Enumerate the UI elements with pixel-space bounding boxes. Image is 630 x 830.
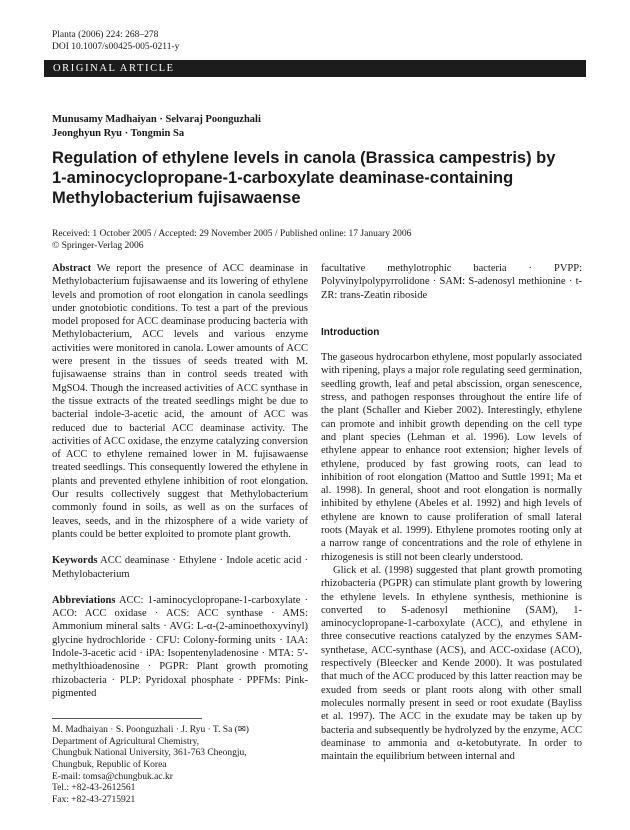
left-column [52,262,308,806]
introduction-paragraph-2: Glick et al. (1998) suggested that plant growth promoting rhizobacteria (PGPR) can stimulate plant growth by lowering the ethylene levels. In ethylene synthesis, methionine is converted to S-adenosyl methionine (SAM), 1-aminocyclopropane-1-carboxylate (ACC), and ethylene in three consecutive reactions catalyzed by the enzymes SAM-synthetase, ACC-synthase (ACS), and ACC-oxidase (ACO), respectively (Bleecker and Kende 2000). It was postulated that much of the ACC produced by this latter reaction may be exuded from seeds or plant roots along with other small molecules normally present in seed or root exudate (Bayliss et al. 1997). The ACC in the exudate may be taken up by bacteria and subsequently be hydrolyzed by the enzyme, ACC deaminase to ammonia and α-ketobutyrate. In order to maintain the equilibrium between internal and [321,564,582,763]
keywords-label: Keywords [52,555,98,567]
keywords [52,554,308,581]
affiliation-country: Chungbuk, Republic of Korea [52,759,167,770]
affiliation-fax: Fax: +82-43-2715921 [52,794,136,805]
article-title: Regulation of ethylene levels in canola (Brassica campestris) by 1-aminocyclopropane-1-carboxylate deaminase-containing Methylobacterium fujisawaense [52,149,556,207]
authors-line-1: Munusamy Madhaiyan · Selvaraj Poonguzhali [52,114,261,125]
dates-line: Received: 1 October 2005 / Accepted: 29 November 2005 / Published online: 17 January 2006 [52,229,412,239]
article-type-banner: ORIGINAL ARTICLE [44,60,586,77]
right-column [321,262,582,763]
author-list [52,113,261,141]
journal-citation: Planta (2006) 224: 268–278 [52,30,159,40]
affiliation-dept: Department of Agricultural Chemistry, [52,736,200,747]
introduction-paragraph-1: The gaseous hydrocarbon ethylene, most popularly associated with ripening, plays a major role regulating seed germination, seedling growth, leaf and petal abscission, organ senescence, stress, and pathogen responses throughout the entire life of the plant (Schaller and Kieber 2002). Interestingly, ethylene can promote and inhibit growth depending on the cell type and plant species (Lehman et al. 1996). Low levels of ethylene appear to enhance root extension; higher levels of ethylene, produced by fast growing roots, can lead to inhibition of root elongation (Mattoo and Suttle 1991; Ma et al. 1998). In general, shoot and root elongation is normally inhibited by ethylene (Abeles et al. 1992) and high levels of ethylene are known to cause proliferation of small lateral roots (Mayak et al. 1999). Ethylene promotes rooting only at a narrow range of concentrations and the role of ethylene in rhizogenesis is still not been clearly understood. [321,352,582,563]
abbreviations-label: Abbreviations [52,594,116,606]
abstract-text: We report the presence of ACC deaminase in Methylobacterium fujisawaense and its lowering of ethylene levels and promotion of root elongation in canola seedlings under gnotobiotic conditions. To test a part of the previous model proposed for ACC deaminase producing bacteria with Methylobacterium, ACC levels and various enzyme activities were monitored in canola. Lower amounts of ACC were present in the tissues of seeds treated with M. fujisawaense strains than in control seeds treated with MgSO4. Though the increased activities of ACC synthase in the tissue extracts of the treated seedlings might be due to bacterial indole-3-acetic acid, the amount of ACC was reduced due to bacterial ACC deaminase activity. The activities of ACC oxidase, the enzyme catalyzing conversion of ACC to ethylene remained lower in M. fujisawaense treated seedlings. This consequently lowered the ethylene in plants and prevented ethylene inhibition of root elongation. Our results collectively suggest that Methylobacterium commonly found in soils, as well as on the surfaces of leaves, seeds, and in the rhizosphere of a wide variety of plants could be better exploited to promote plant growth. [52,263,308,540]
doi: DOI 10.1007/s00425-005-0211-y [52,42,180,52]
abbreviations-text: ACC: 1-aminocyclopropane-1-carboxylate · ACO: ACC oxidase · ACS: ACC synthase · AMS: Ammonium mineral salts · AVG: L-α-(2-aminoethoxyvinyl) glycine hydrochloride · CFU: Colony-forming units · IAA: Indole-3-acetic acid · iPA: Isopentenyladenosine · MTA: 5′-methylthioadenosine · PGPR: Plant growth promoting rhizobacteria · PLP: Pyridoxal phosphate · PPFMs: Pink-pigmented [52,594,308,699]
publication-dates [52,228,411,252]
affiliation-names: M. Madhaiyan · S. Poonguzhali · J. Ryu · T. Sa (✉) [52,725,249,736]
authors-line-2: Jeonghyun Ryu · Tongmin Sa [52,128,185,139]
journal-info [52,29,179,53]
affiliation-tel: Tel.: +82-43-2612561 [52,783,136,794]
abbreviations [52,594,308,700]
copyright-line: © Springer-Verlag 2006 [52,241,144,251]
abbreviations-continued: facultative methylotrophic bacteria · PVPP: Polyvinylpolypyrrolidone · SAM: S-adenosyl methionine · t-ZR: trans-Zeatin riboside [321,263,582,301]
affiliation-email: E-mail: tomsa@chungbuk.ac.kr [52,771,173,782]
abstract-label: Abstract [52,263,92,274]
abstract [52,262,308,541]
keywords-text: ACC deaminase · Ethylene · Indole acetic acid · Methylobacterium [52,555,309,580]
affiliation-univ: Chungbuk National University, 361-763 Cheongju, [52,748,247,759]
introduction-heading: Introduction [321,326,380,338]
author-affiliation [52,725,308,806]
